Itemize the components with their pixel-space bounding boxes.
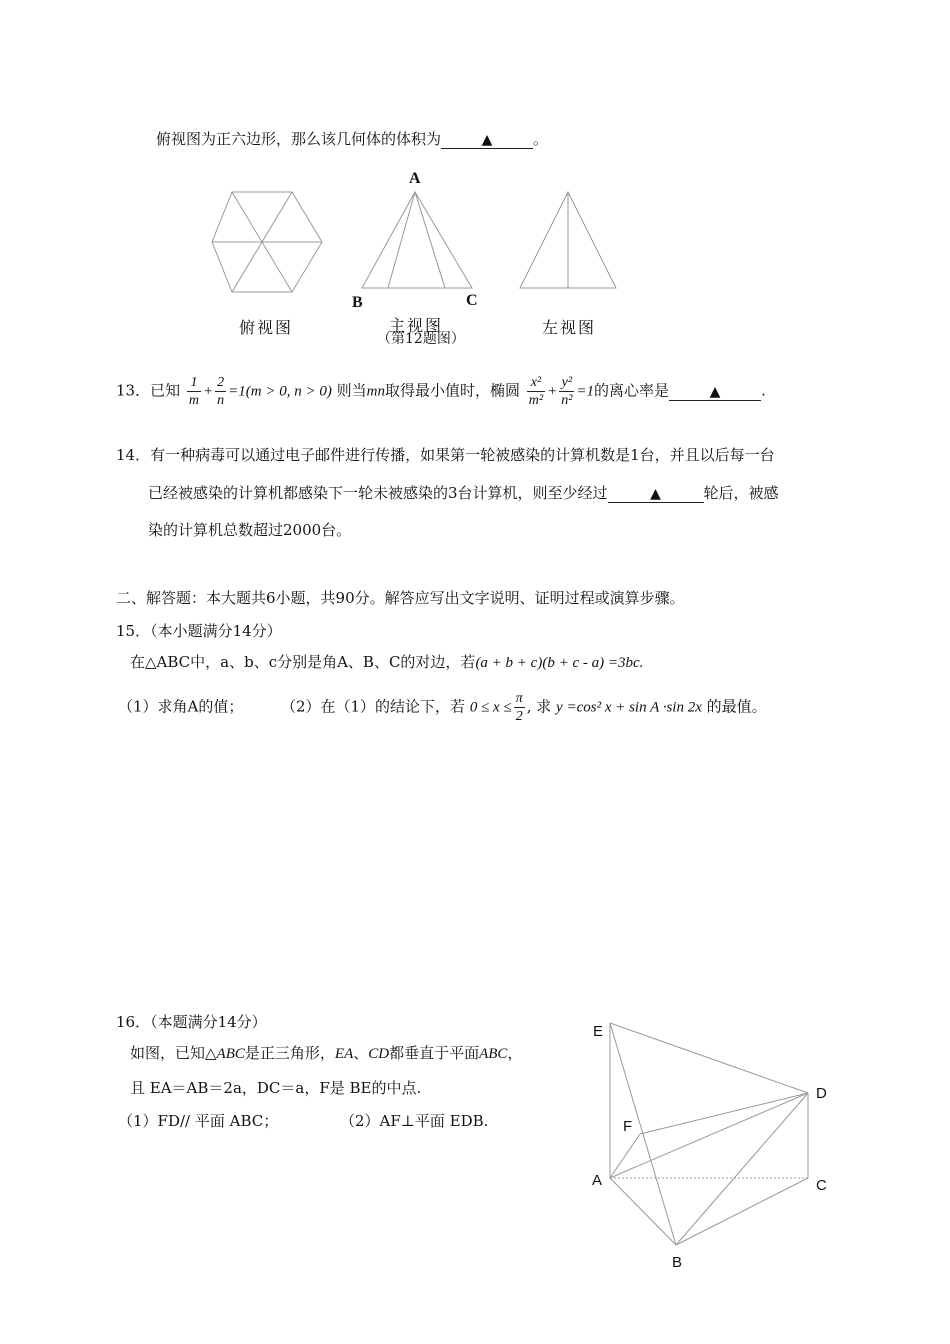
fraction-denominator: n² xyxy=(561,393,573,408)
fraction-denominator: m² xyxy=(528,393,544,408)
q13-fraction-1 xyxy=(187,374,201,409)
q13-tail: . xyxy=(761,381,766,400)
fig-label-f: F xyxy=(623,1118,633,1135)
q15-parts xyxy=(118,690,767,725)
left-view-triangle xyxy=(520,192,616,288)
fraction-denominator: n xyxy=(217,393,225,408)
q15-fraction-pi-2 xyxy=(514,690,525,725)
fraction-denominator: 2 xyxy=(515,709,523,724)
q14-line-2a: 已经被感染的计算机都感染下一轮未被感染的3台计算机，则至少经过 xyxy=(148,484,608,502)
front-view-triangle xyxy=(362,192,472,288)
q13-fraction-3 xyxy=(527,374,545,409)
answer-triangle-icon: ▲ xyxy=(481,132,493,148)
q16-cd: CD xyxy=(368,1046,390,1062)
q16-line-1d: ， xyxy=(507,1044,523,1062)
fraction-numerator: 1 xyxy=(187,374,201,392)
front-view-label: 主视图 xyxy=(389,316,444,335)
q16-line-1b: 是正三角形， xyxy=(244,1044,335,1062)
q13-condition: =1(m > 0, n > 0) xyxy=(228,383,332,400)
q16-sep: 、 xyxy=(353,1044,369,1062)
answer-triangle-icon: ▲ xyxy=(650,486,661,502)
fig-label-d: D xyxy=(816,1085,827,1102)
q16-line-1c: 都垂直于平面 xyxy=(389,1044,480,1062)
fig-label-b: B xyxy=(672,1254,683,1271)
fraction-numerator: 2 xyxy=(217,375,225,390)
q12-tail: 。 xyxy=(533,130,549,148)
q16-header: 16．（本题满分14分） xyxy=(116,1013,267,1031)
vertex-label-b: B xyxy=(352,294,363,311)
q12-answer-blank xyxy=(441,131,533,149)
q13-p4: 的离心率是 xyxy=(594,381,670,400)
q13-plus: + xyxy=(203,383,214,400)
q13-number: 13． xyxy=(116,381,151,400)
fig-label-c: C xyxy=(816,1177,827,1194)
q15-part-2c: 的最值。 xyxy=(706,697,767,716)
q13-eq: =1 xyxy=(576,383,595,400)
q16-ea: EA xyxy=(334,1046,354,1062)
top-view-hexagon xyxy=(212,192,322,292)
q13-p3: 取得最小值时，椭圆 xyxy=(384,381,520,400)
left-view-label: 左视图 xyxy=(542,318,597,337)
q14-answer-blank xyxy=(608,485,704,503)
q12-text: 俯视图为正六边形，那么该几何体的体积为 xyxy=(156,130,442,148)
q15-part-1: （1）求角A的值； xyxy=(118,697,244,716)
q14-line-1: 14．有一种病毒可以通过电子邮件进行传播，如果第一轮被感染的计算机数是1台，并且以后每一台 xyxy=(116,446,775,464)
top-view-label: 俯视图 xyxy=(239,318,294,337)
q14-line-2 xyxy=(148,482,779,503)
q16-part-1: （1）FD// 平面 ABC； xyxy=(118,1112,279,1130)
q13-line xyxy=(116,374,766,409)
q15-part-2a: （2）在（1）的结论下，若 xyxy=(280,697,466,716)
q16-line-2: 且 EA＝AB＝2a，DC＝a，F是 BE的中点. xyxy=(130,1079,422,1097)
q13-mn: mn xyxy=(366,383,385,400)
q15-header: 15．（本小题满分14分） xyxy=(116,622,282,640)
q16-abc-2: ABC xyxy=(479,1046,508,1062)
fraction-numerator: x² xyxy=(527,374,545,392)
q13-plus-2: + xyxy=(547,383,558,400)
fraction-denominator: m xyxy=(188,393,200,408)
q16-line-1 xyxy=(130,1042,522,1063)
q13-answer-blank xyxy=(669,383,761,401)
vertex-label-a: A xyxy=(409,170,421,187)
q12-caption: （第12题图） xyxy=(377,331,465,347)
q16-part-2: （2）AF⊥平面 EDB. xyxy=(340,1112,489,1130)
q15-part-2b: , 求 xyxy=(526,697,552,716)
q15-statement-text: 在△ABC中，a、b、c分别是角A、B、C的对边，若 xyxy=(130,653,476,671)
q12-three-views-figure xyxy=(200,170,630,310)
q13-p2: 则当 xyxy=(336,381,367,400)
vertex-label-c: C xyxy=(466,292,478,309)
answer-triangle-icon: ▲ xyxy=(709,383,721,400)
q15-inequality: 0 ≤ x ≤ xyxy=(469,699,512,716)
q14-line-3: 染的计算机总数超过2000台。 xyxy=(148,521,352,539)
fraction-numerator: π xyxy=(515,691,523,706)
fig-label-a: A xyxy=(592,1172,603,1189)
q16-abc-1: ABC xyxy=(216,1046,245,1062)
section-2-title: 二、解答题：本大题共6小题，共90分。解答应写出文字说明、证明过程或演算步骤。 xyxy=(116,589,685,607)
q15-statement xyxy=(130,651,643,672)
q12-text-line xyxy=(156,128,548,149)
q16-line-1a: 如图，已知△ xyxy=(130,1044,217,1062)
q15-expression: y =cos² x + sin A ·sin 2x xyxy=(556,699,702,716)
fraction-numerator: y² xyxy=(559,374,574,392)
q13-p1: 已知 xyxy=(150,381,181,400)
q14-line-2b: 轮后，被感 xyxy=(703,484,779,502)
q13-fraction-2 xyxy=(215,374,226,409)
fig-label-e: E xyxy=(593,1023,604,1040)
q15-equation: (a + b + c)(b + c - a) =3bc. xyxy=(475,655,644,671)
q13-fraction-4 xyxy=(559,374,574,409)
